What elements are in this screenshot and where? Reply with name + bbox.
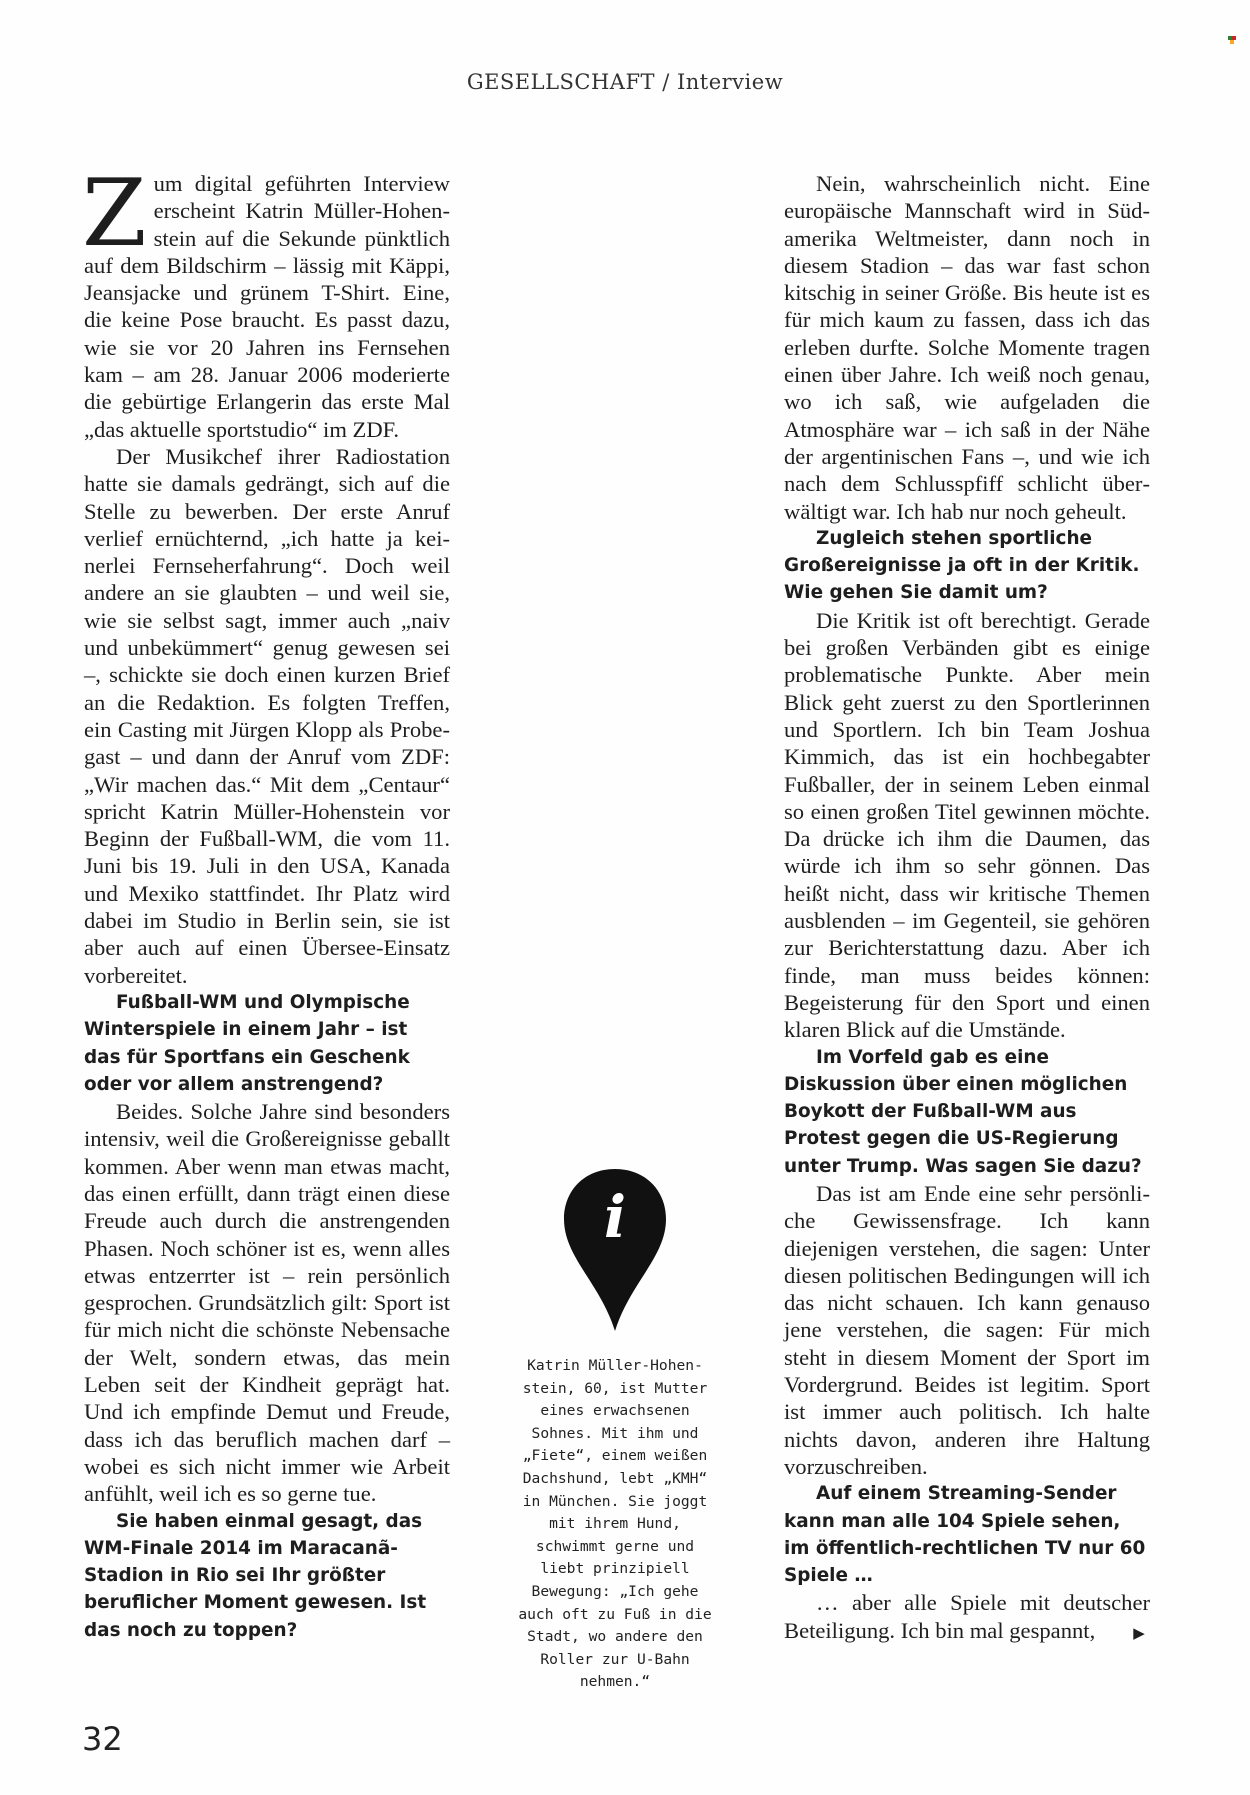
info-pin-icon <box>560 1165 670 1335</box>
interview-question: Auf einem Streaming-Sender kann man alle 104 Spiele sehen, im öffentlich-rechtlichen TV nur 60 Spiele … <box>784 1483 1146 1587</box>
intro-lead <box>82 159 450 443</box>
intro-paragraph: Der Musikchef ihrer Radiostation hatte sie damals gedrängt, sich auf die Stelle zu bewerben. Der erste Anruf verlief ernüchternd, „ich hatte ja keinerlei Fernseherfahrung“. Doch weil andere an sie glaubten – und weil sie, wie sie selbst sagt, immer auch „naiv und unbekümmert“ genug gewesen sei –, schickte sie doch einen kurzen Brief an die Redaktion. Es folgten Treffen, ein Casting mit Jürgen Klopp als Probegast – und dann der Anruf vom ZDF: „Wir machen das.“ Mit dem „Centaur“ spricht Katrin Müller-Hohenstein vor Beginn der Fußball-WM, die vom 11. Juni bis 19. Juli in den USA, Kanada und Mexiko stattfindet. Ihr Platz wird dabei im Studio in Berlin sein, sie ist aber auch auf einen Übersee-Einsatz vorbereitet. <box>84 443 450 988</box>
left-column <box>82 159 450 1644</box>
intro-lead-text: um digital geführten Interview erscheint Katrin Müller-Hohenstein auf die Sekunde pünktlich auf dem Bildschirm – lässig mit Käppi, Jeansjacke und grünem T-Shirt. Eine, die keine Pose braucht. Es passt dazu, wie sie vor 20 Jahren ins Fernsehen kam – am 28. Januar 2006 moderierte die gebürtige Erlangerin das erste Mal „das aktuelle sportstudio“ im ZDF. <box>84 171 450 442</box>
section-header: GESELLSCHAFT / Interview <box>466 70 784 94</box>
answer-text: … aber alle Spiele mit deutscher Beteiligung. Ich bin mal gespannt, <box>784 1590 1150 1643</box>
color-marker-icon <box>1228 36 1236 44</box>
drop-cap: Z <box>82 159 147 267</box>
interview-answer: Nein, wahrscheinlich nicht. Eine europäische Mannschaft wird in Südamerika Weltmeister, dann noch in diesem Stadion – das war fast schon kitschig in seiner Größe. Bis heute ist es für mich kaum zu fassen, dass ich das erleben durfte. Solche Momente tragen einen über Jahre. Ich weiß noch genau, wo ich saß, wie aufgeladen die Atmosphäre war – ich saß in der Nähe der argentinischen Fans –, und wie ich nach dem Schlusspfiff schlicht überwältigt war. Ich hab nur noch geheult. <box>784 171 1150 524</box>
interview-question: Zugleich stehen sportliche Großereignisse ja oft in der Kritik. Wie gehen Sie damit um? <box>784 527 1140 604</box>
info-box-text: Katrin Müller-Hohenstein, 60, ist Mutter eines erwachsenen Sohnes. Mit ihm und „Fiete“, einem weißen Dachshund, lebt „KMH“ in München. Sie joggt mit ihrem Hund, schwimmt gerne und liebt prinzipiell Bewegung: „Ich gehe auch oft zu Fuß in die Stadt, wo andere den Roller zur U-Bahn nehmen.“ <box>518 1357 712 1691</box>
interview-question: Fußball-WM und Olympische Winterspiele in einem Jahr – ist das für Sportfans ein Geschenk oder vor allem anstrengend? <box>84 991 410 1095</box>
interview-answer <box>784 1589 1150 1648</box>
interview-answer: Das ist am Ende eine sehr persönliche Gewissensfrage. Ich kann diejenigen verstehen, die sagen: Unter diesen politischen Bedingungen will ich das nicht schauen. Ich kann genauso jene verstehen, die sagen: Für mich steht in diesem Moment der Sport im Vordergrund. Beides ist legitim. Sport ist immer auch politisch. Ich halte nichts davon, anderen ihre Haltung vorzuschreiben. <box>784 1180 1150 1479</box>
interview-answer: Die Kritik ist oft berechtigt. Gerade bei großen Verbänden gibt es einige problematische Punkte. Aber mein Blick geht zuerst zu den Sportlerinnen und Sportlern. Ich bin Team Joshua Kimmich, das ist ein hochbegabter Fußballer, der in seinem Leben einmal so einen großen Titel gewinnen möchte. Da drücke ich ihm die Daumen, das würde ich ihm so sehr gönnen. Das heißt nicht, dass wir kritische Themen ausblenden – im Gegenteil, sie gehören zur Berichterstattung dazu. Aber ich finde, man muss beides können: Begeisterung für den Sport und einen klaren Blick auf die Umstände. <box>784 607 1150 1043</box>
interview-question: Sie haben einmal gesagt, das WM-Finale 2014 im Maracanã-Stadion in Rio sei Ihr größter beruflicher Moment gewesen. Ist das noch zu toppen? <box>84 1510 427 1641</box>
right-column <box>784 170 1150 1648</box>
continue-arrow-icon: ▶ <box>1133 1625 1145 1642</box>
page-number: 32 <box>82 1720 123 1758</box>
interview-question: Im Vorfeld gab es eine Diskussion über einen möglichen Boykott der Fußball-WM aus Protest gegen die US-Regierung unter Trump. Was sagen Sie dazu? <box>784 1046 1142 1177</box>
info-letter: i <box>603 1183 627 1251</box>
interview-answer: Beides. Solche Jahre sind besonders intensiv, weil die Großereignisse geballt kommen. Aber wenn man etwas macht, das einen erfüllt, dann trägt einen diese Freude auch durch die anstrengenden Phasen. Noch schöner ist es, wenn alles etwas entzerrter ist – rein persönlich gesprochen. Grundsätzlich gilt: Sport ist für mich nicht die schönste Nebensache der Welt, sondern etwas, das mein Leben seit der Kindheit geprägt hat. Und ich empfinde Demut und Freude, dass ich das beruflich machen darf – wobei es sich nicht immer wie Arbeit anfühlt, weil ich es so gerne tue. <box>84 1099 450 1507</box>
